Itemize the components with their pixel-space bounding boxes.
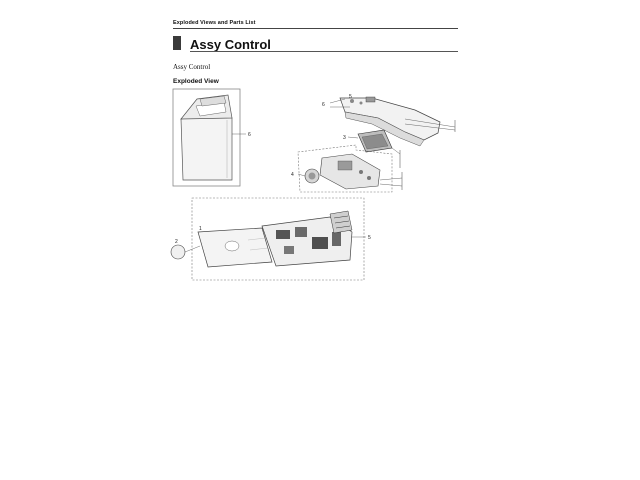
callout-panel: 3	[343, 135, 346, 141]
callout-main-panel: 1	[199, 226, 202, 232]
callout-top-group-small: 5	[349, 94, 352, 100]
callout-knob-group: 4	[291, 172, 294, 178]
exploded-view-heading: Exploded View	[173, 78, 219, 85]
callout-washer: 6	[248, 132, 251, 138]
knob-subassembly	[291, 145, 402, 192]
section-header-label: Exploded Views and Parts List	[173, 20, 256, 26]
page-title: Assy Control	[190, 37, 271, 52]
callout-main-group: 5	[368, 235, 371, 241]
callout-knob: 2	[175, 239, 178, 245]
section-subtitle: Assy Control	[173, 63, 211, 71]
main-control-assembly	[171, 198, 371, 280]
callout-top-group: 6	[322, 102, 325, 108]
washer-thumbnail	[173, 89, 251, 186]
top-control-assembly	[322, 94, 455, 146]
